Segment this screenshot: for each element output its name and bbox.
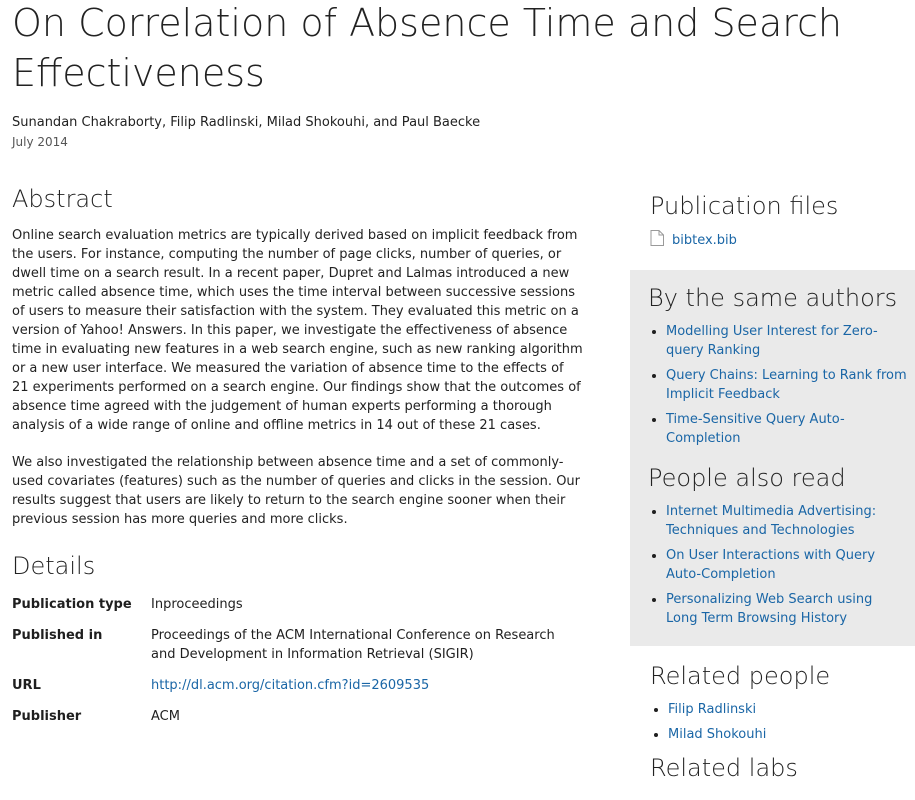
- details-label: Published in: [12, 628, 103, 643]
- related-person-link[interactable]: Filip Radlinski: [668, 702, 757, 717]
- same-authors-link[interactable]: Modelling User Interest for Zero-query Ranking: [666, 324, 878, 358]
- list-item: [666, 590, 907, 628]
- also-read-heading: People also read: [648, 464, 846, 492]
- list-item: [668, 725, 915, 744]
- also-read-link[interactable]: On User Interactions with Query Auto-Completion: [666, 548, 876, 582]
- bibtex-file-link[interactable]: bibtex.bib: [672, 233, 737, 248]
- related-people-section: [630, 660, 915, 784]
- details-heading: Details: [12, 552, 96, 580]
- related-person-link[interactable]: Milad Shokouhi: [668, 727, 767, 742]
- document-icon: [650, 230, 664, 252]
- page-title: On Correlation of Absence Time and Search Effectiveness: [12, 1, 842, 95]
- details-value: Inproceedings: [151, 597, 243, 612]
- details-row: [12, 626, 571, 676]
- list-item: [666, 502, 907, 540]
- details-row: [12, 707, 571, 738]
- related-people-heading: Related people: [650, 662, 831, 690]
- details-value: Proceedings of the ACM International Conference on Research and Development in Information Retrieval (SIGIR): [151, 628, 555, 662]
- also-read-link[interactable]: Personalizing Web Search using Long Term Browsing History: [666, 592, 873, 626]
- list-item: [666, 410, 907, 448]
- publication-files: [630, 190, 915, 252]
- same-authors-heading: By the same authors: [648, 284, 898, 312]
- publication-files-heading: Publication files: [650, 192, 839, 220]
- abstract-heading: Abstract: [12, 185, 113, 213]
- publication-date: July 2014: [12, 135, 68, 149]
- abstract-paragraph-1: Online search evaluation metrics are typically derived based on implicit feedback from the users. For instance, computing the number of page clicks, number of queries, or dwell time on a search result. In a recent paper, Dupret and Lalmas introduced a new metric called absence time, which uses the time interval between successive sessions of users to measure their satisfaction with the system. They evaluated this metric on a version of Yahoo! Answers. In this paper, we investigate the effectiveness of absence time in evaluating new features in a web search engine, such as new ranking algorithm or a new user interface. We measured the variation of absence time to the effects of 21 experiments performed on a search engine. Our findings show that the outcomes of absence time agreed with the judgement of human experts performing a thorough analysis of a wide range of online and offline metrics in 14 out of these 21 cases.: [12, 228, 583, 433]
- details-row: [12, 676, 571, 707]
- main-content: [12, 184, 584, 738]
- abstract-paragraph-2: We also investigated the relationship between absence time and a set of commonly-used covariates (features) such as the number of queries and clicks in the session. Our results suggest that users are likely to return to the search engine sooner when their previous session has more queries and more clicks.: [12, 455, 581, 527]
- list-item: [666, 546, 907, 584]
- details-label: Publication type: [12, 597, 132, 612]
- same-authors-link[interactable]: Time-Sensitive Query Auto-Completion: [666, 412, 845, 446]
- related-labs-heading: Related labs: [650, 754, 798, 782]
- list-item: [666, 366, 907, 404]
- file-item: [650, 230, 915, 252]
- list-item: [666, 322, 907, 360]
- also-read-list: [648, 502, 907, 628]
- same-authors-list: [648, 322, 907, 448]
- related-people-list: [650, 700, 915, 744]
- details-label: Publisher: [12, 709, 82, 724]
- details-label: URL: [12, 678, 41, 693]
- same-authors-link[interactable]: Query Chains: Learning to Rank from Implicit Feedback: [666, 368, 907, 402]
- also-read-link[interactable]: Internet Multimedia Advertising: Techniques and Technologies: [666, 504, 877, 538]
- list-item: [668, 700, 915, 719]
- publication-url-link[interactable]: http://dl.acm.org/citation.cfm?id=2609535: [151, 678, 430, 693]
- sidebar: [630, 190, 915, 784]
- details-table: [12, 595, 571, 738]
- authors: Sunandan Chakraborty, Filip Radlinski, Milad Shokouhi, and Paul Baecke: [12, 115, 481, 130]
- details-value: ACM: [151, 709, 180, 724]
- details-value: [151, 676, 571, 707]
- details-row: [12, 595, 571, 626]
- related-content-panel: [630, 270, 915, 646]
